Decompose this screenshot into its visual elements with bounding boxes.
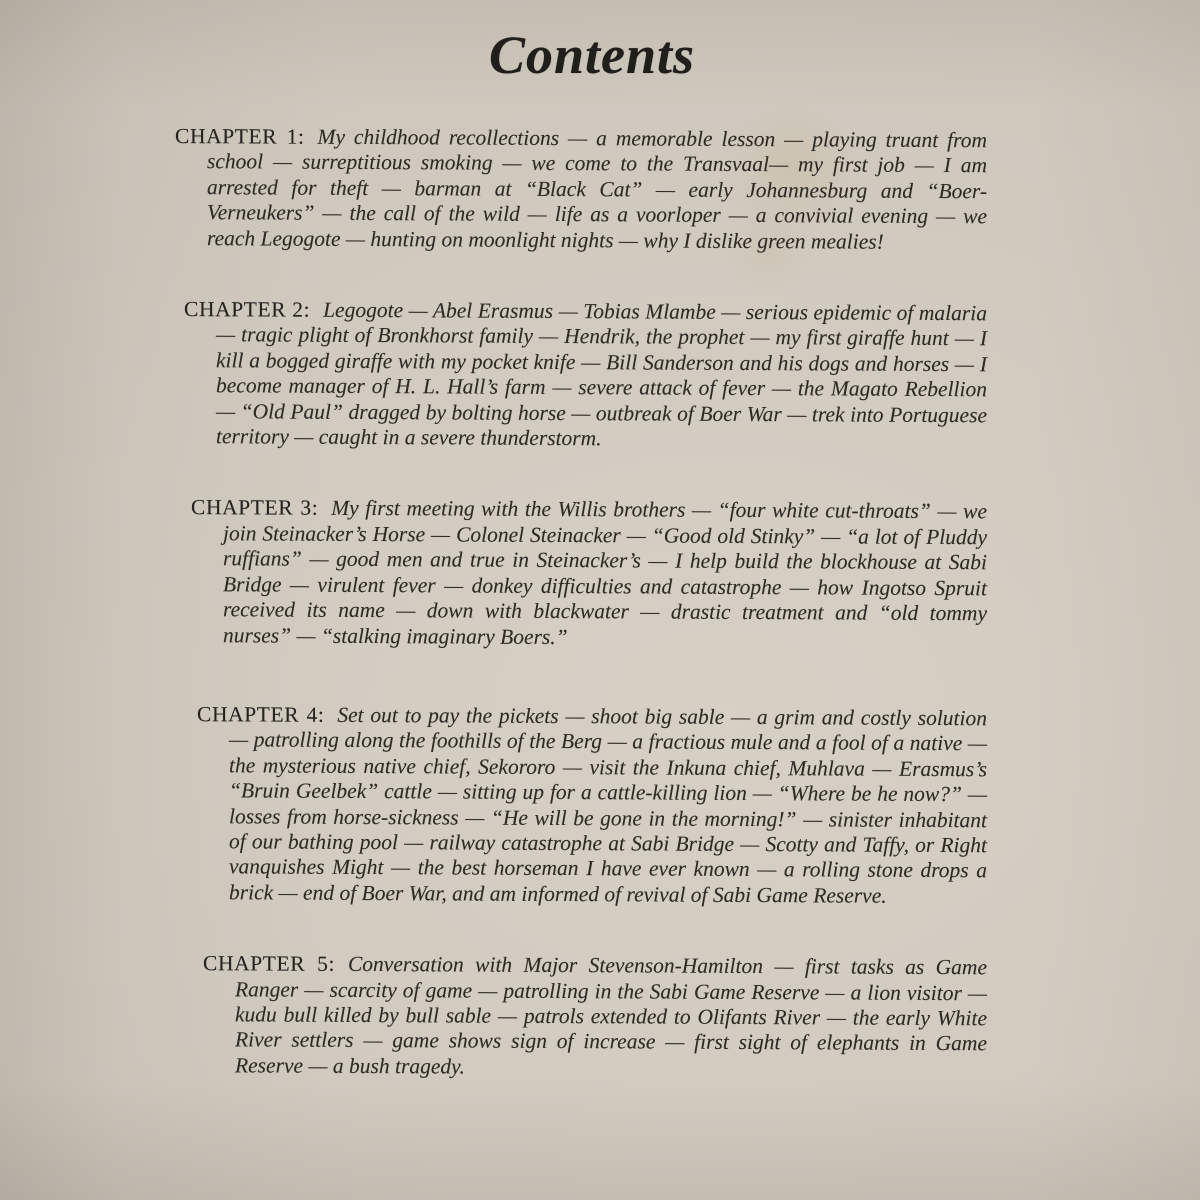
chapter-list (175, 124, 987, 1082)
chapter-summary: Conversation with Major Stevenson-Hamilton — first tasks as Game Ranger — scarcity of game — patrolling in the Sabi Game Reserve — a lion visitor — kudu bull killed by bull sable — patrols extended to Olifants River — the early White River settlers — game shows sign of increase — first sight of elephants in Game Reserve — a bush tragedy. (235, 952, 987, 1079)
chapter-summary: My childhood recollections — a memorable lesson — playing truant from school — surreptitious smoking — we come to the Transvaal— my first job — I am arrested for theft — barman at “Black Cat” — early Johannesburg and “Boer-Verneukers” — the call of the wild — life as a voorloper — a convivial evening — we reach Legogote — hunting on moonlight nights — why I dislike green mealies! (207, 124, 988, 254)
chapter-entry (184, 297, 987, 454)
chapter-label: CHAPTER 4: (197, 702, 325, 727)
chapter-entry (191, 496, 987, 653)
chapter-summary: Legogote — Abel Erasmus — Tobias Mlambe — serious epidemic of malaria — tragic plight of Bronkhorst family — Hendrik, the prophet — my first giraffe hunt — I kill a bogged giraffe with my pocket knife — Bill Sanderson and his dogs and horses — I become manager of H. L. Hall’s farm — severe attack of fever — the Magato Rebellion — “Old Paul” dragged by bolting horse — outbreak of Boer War — trek into Portuguese territory — caught in a severe thunderstorm. (216, 297, 987, 451)
chapter-label: CHAPTER 1: (175, 124, 305, 149)
chapter-entry (175, 124, 987, 255)
chapter-entry (203, 951, 987, 1082)
chapter-label: CHAPTER 5: (203, 951, 336, 976)
chapter-summary: Set out to pay the pickets — shoot big sable — a grim and costly solution — patrolling along the foothills of the Berg — a fractious mule and a fool of a native — the mysterious native chief, Sekororo — visit the Inkuna chief, Muhlava — Erasmus’s “Bruin Geelbek” cattle — sitting up for a cattle-killing lion — “Where be he now?” — losses from horse-sickness — “He will be gone in the morning!” — sinister inhabitant of our bathing pool — railway catastrophe at Sabi Bridge — Scotty and Taffy, or Right vanquishes Might — the best horseman I have ever known — a rolling stone drops a brick — end of Boer War, and am informed of revival of Sabi Game Reserve. (229, 702, 987, 908)
chapter-entry (197, 702, 987, 909)
chapter-label: CHAPTER 2: (184, 297, 311, 322)
chapter-label: CHAPTER 3: (191, 495, 319, 521)
chapter-summary: My first meeting with the Willis brothers — “four white cut-throats” — we join Steinacker’s Horse — Colonel Steinacker — “Good old Stinky” — “a lot of Pluddy ruffians” — good men and true in Steinacker’s — I help build the blockhouse at Sabi Bridge — virulent fever — donkey difficulties and catastrophe — how Ingotso Spruit received its name — down with blackwater — drastic treatment and “old tommy nurses” — “stalking imaginary Boers.” (223, 496, 987, 649)
page-title: Contents (488, 25, 696, 85)
